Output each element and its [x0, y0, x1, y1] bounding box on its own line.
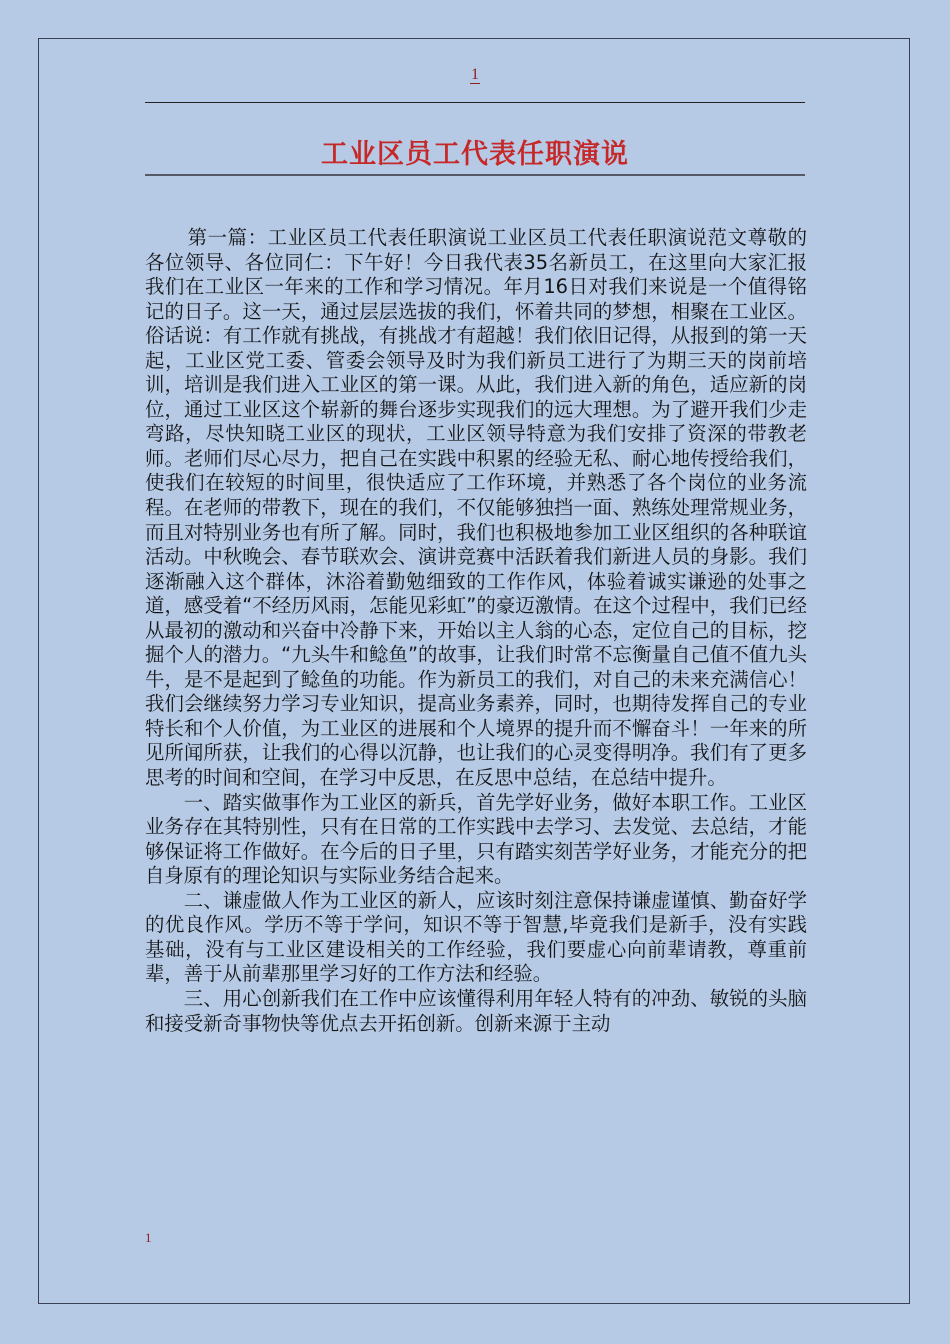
document-title: 工业区员工代表任职演说	[321, 139, 629, 170]
paragraph-point-one: 一、踏实做事作为工业区的新兵，首先学好业务，做好本职工作。工业区业务存在其特别性，只有在日常的工作实践中去学习、去发觉、去总结，才能够保证将工作做好。在今后的日子里，只有踏实刻苦学好业务，才能充分的把自身原有的理论知识与实际业务结合起来。	[145, 790, 807, 888]
header-page-number	[0, 66, 950, 84]
header-page-number-text: 1	[471, 66, 479, 83]
document-body	[145, 226, 807, 1036]
header-divider	[145, 102, 805, 103]
footer-page-number: 1	[145, 1230, 152, 1245]
paragraph-intro: 第一篇：工业区员工代表任职演说工业区员工代表任职演说范文尊敬的各位领导、各位同仁：下午好！今日我代表35名新员工，在这里向大家汇报我们在工业区一年来的工作和学习情况。年月16日对我们来说是一个值得铭记的日子。这一天，通过层层选拔的我们，怀着共同的梦想，相聚在工业区。俗话说：有工作就有挑战，有挑战才有超越！我们依旧记得，从报到的第一天起，工业区党工委、管委会领导及时为我们新员工进行了为期三天的岗前培训，培训是我们进入工业区的第一课。从此，我们进入新的角色，适应新的岗位，通过工业区这个崭新的舞台逐步实现我们的远大理想。为了避开我们少走弯路，尽快知晓工业区的现状，工业区领导特意为我们安排了资深的带教老师。老师们尽心尽力，把自己在实践中积累的经验无私、耐心地传授给我们，使我们在较短的时间里，很快适应了工作环境，并熟悉了各个岗位的业务流程。在老师的带教下，现在的我们，不仅能够独挡一面、熟练处理常规业务，而且对特别业务也有所了解。同时，我们也积极地参加工业区组织的各种联谊活动。中秋晚会、春节联欢会、演讲竞赛中活跃着我们新进人员的身影。我们逐渐融入这个群体，沐浴着勤勉细致的工作作风，体验着诚实谦逊的处事之道，感受着“不经历风雨，怎能见彩虹”的豪迈激情。在这个过程中，我们已经从最初的激动和兴奋中冷静下来，开始以主人翁的心态，定位自己的目标，挖掘个人的潜力。“九头牛和鲶鱼”的故事，让我们时常不忘衡量自己值不值九头牛，是不是起到了鲶鱼的功能。作为新员工的我们，对自己的未来充满信心！我们会继续努力学习专业知识，提高业务素养，同时，也期待发挥自己的专业特长和个人价值，为工业区的进展和个人境界的提升而不懈奋斗！一年来的所见所闻所获，让我们的心得以沉静，也让我们的心灵变得明净。我们有了更多思考的时间和空间，在学习中反思，在反思中总结，在总结中提升。	[145, 226, 807, 790]
paragraph-point-two: 二、谦虚做人作为工业区的新人，应该时刻注意保持谦虚谨慎、勤奋好学的优良作风。学历不等于学问，知识不等于智慧,毕竟我们是新手，没有实践基础，没有与工业区建设相关的工作经验，我们要虚心向前辈请教，尊重前辈，善于从前辈那里学习好的工作方法和经验。	[145, 888, 807, 986]
title-divider	[145, 174, 805, 176]
paragraph-point-three: 三、用心创新我们在工作中应该懂得利用年轻人特有的冲劲、敏锐的头脑和接受新奇事物快等优点去开拓创新。创新来源于主动	[145, 986, 807, 1035]
